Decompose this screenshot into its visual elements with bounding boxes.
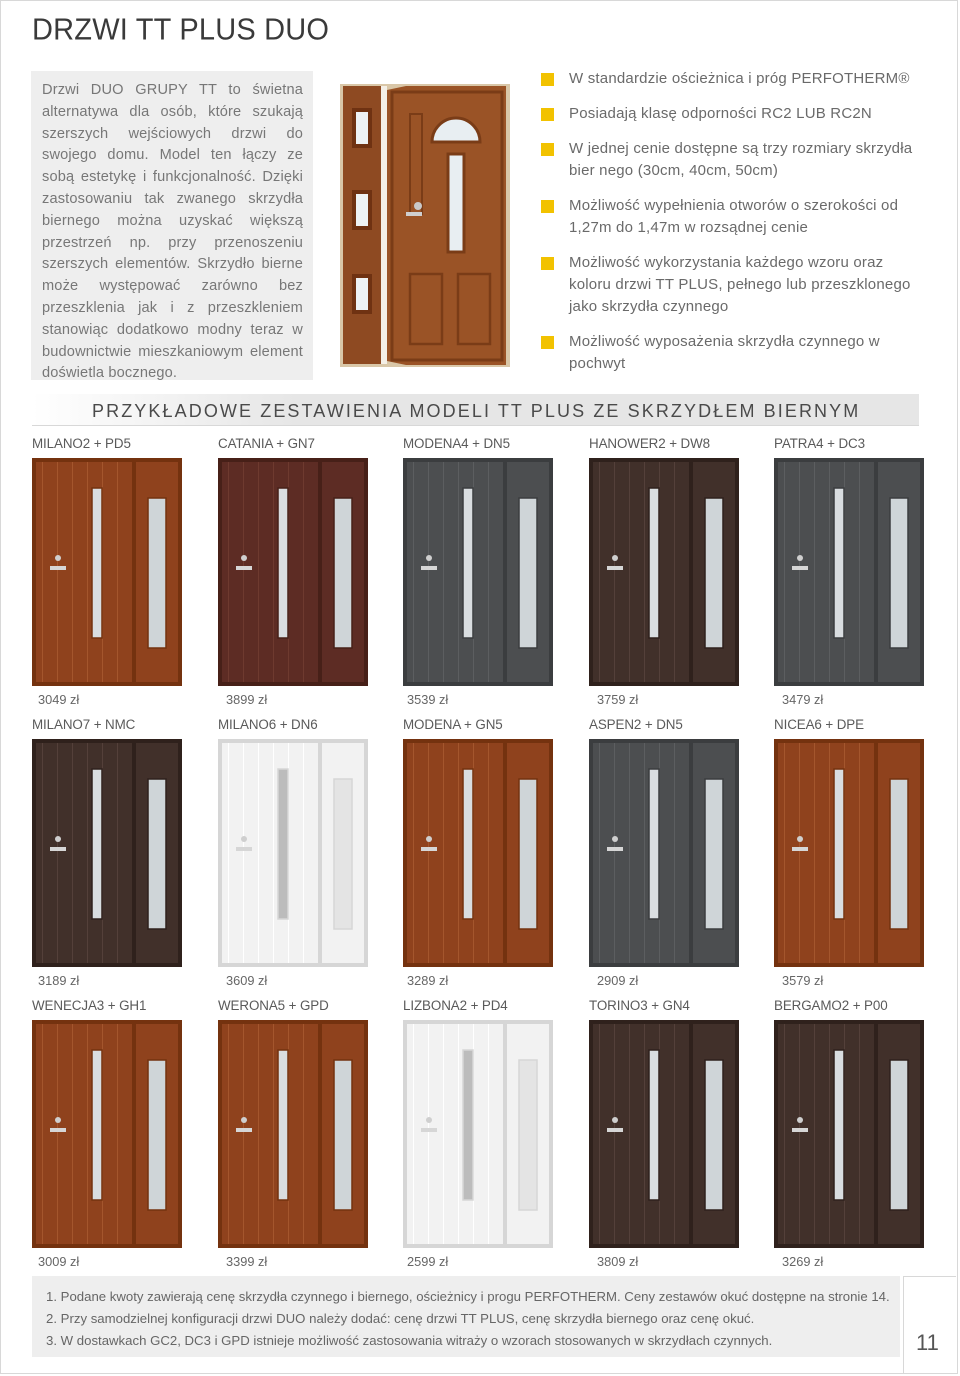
feature-list <box>541 68 923 388</box>
door-set-name: ASPEN2 + DN5 <box>589 717 683 732</box>
feature-text: W standardzie ościeżnica i próg PERFOTHERM® <box>569 70 910 87</box>
door-set-item <box>403 717 583 987</box>
page-title: DRZWI TT PLUS DUO <box>32 13 330 47</box>
bullet-square-icon <box>541 200 554 213</box>
feature-text: Możliwość wykorzystania każdego wzoru oraz koloru drzwi TT PLUS, pełnego lub przeszklonego jako skrzydła czynnego <box>569 254 911 315</box>
door-set-item <box>218 998 398 1268</box>
door-set-name: MODENA4 + DN5 <box>403 436 510 451</box>
door-set-item <box>32 436 212 706</box>
door-set-price: 3579 zł <box>782 973 824 988</box>
door-set-item <box>589 998 769 1268</box>
door-set-item <box>774 998 954 1268</box>
page-corner <box>903 1276 956 1374</box>
door-set-image <box>589 1020 739 1248</box>
door-set-name: MILANO7 + NMC <box>32 717 136 732</box>
door-set-image <box>403 1020 553 1248</box>
door-set-price: 3899 zł <box>226 692 268 707</box>
door-set-item <box>403 436 583 706</box>
door-set-item <box>589 436 769 706</box>
door-set-name: MODENA + GN5 <box>403 717 503 732</box>
door-set-price: 3479 zł <box>782 692 824 707</box>
door-set-price: 3189 zł <box>38 973 80 988</box>
door-set-item <box>32 998 212 1268</box>
door-set-image <box>774 739 924 967</box>
feature-text: Możliwość wypełnienia otworów o szerokości od 1,27m do 1,47m w rozsądnej cenie <box>569 197 899 236</box>
door-set-name: HANOWER2 + DW8 <box>589 436 710 451</box>
bullet-square-icon <box>541 257 554 270</box>
door-set-name: TORINO3 + GN4 <box>589 998 690 1013</box>
door-set-image <box>774 458 924 686</box>
door-set-price: 3539 zł <box>407 692 449 707</box>
door-set-image <box>218 739 368 967</box>
bullet-square-icon <box>541 108 554 121</box>
footnote: 3. W dostawkach GC2, DC3 i GPD istnieje możliwość zastosowania witraży o wzorach stosowanych w skrzydłach czynnych. <box>46 1333 773 1348</box>
door-set-item <box>218 436 398 706</box>
door-set-image <box>32 458 182 686</box>
door-set-image <box>774 1020 924 1248</box>
door-set-price: 3809 zł <box>597 1254 639 1269</box>
door-set-item <box>218 717 398 987</box>
door-set-price: 2909 zł <box>597 973 639 988</box>
door-set-item <box>774 717 954 987</box>
door-set-price: 2599 zł <box>407 1254 449 1269</box>
door-set-item <box>403 998 583 1268</box>
feature-item <box>541 138 923 182</box>
intro-box <box>31 71 313 380</box>
intro-text: Drzwi DUO GRUPY TT to świetna alternatywa dla osób, które szukają szerszych wejściowych drzwi do swojego domu. Model ten łączy ze sobą estetykę i funkcjonalność. Dzięki zastosowaniu tak zwanego skrzydła biernego można uzyskać większą przestrzeń np. przy przenoszeniu szerszych elementów. Skrzydło bierne może występować zarówno bez przeszklenia jak i z przeszkleniem stanowiąc dodatkowo modny teraz w budownictwie mieszkaniowym element doświetla bocznego. <box>42 82 303 382</box>
footnotes <box>32 1276 900 1357</box>
door-set-name: PATRA4 + DC3 <box>774 436 865 451</box>
bullet-square-icon <box>541 73 554 86</box>
door-set-price: 3289 zł <box>407 973 449 988</box>
feature-item <box>541 103 923 125</box>
footnote: 2. Przy samodzielnej konfiguracji drzwi DUO należy dodać: cenę drzwi TT PLUS, cenę skrzydła biernego oraz cenę okuć. <box>46 1311 755 1326</box>
feature-item <box>541 68 923 90</box>
door-set-image <box>32 1020 182 1248</box>
door-set-image <box>218 458 368 686</box>
door-set-name: LIZBONA2 + PD4 <box>403 998 508 1013</box>
feature-text: W jednej cenie dostępne są trzy rozmiary skrzydła bier nego (30cm, 40cm, 50cm) <box>569 140 913 179</box>
door-set-item <box>32 717 212 987</box>
page-number: 11 <box>916 1330 939 1355</box>
door-set-item <box>589 717 769 987</box>
door-set-name: WERONA5 + GPD <box>218 998 329 1013</box>
feature-text: Możliwość wyposażenia skrzydła czynnego w pochwyt <box>569 333 880 372</box>
door-set-image <box>403 458 553 686</box>
feature-text: Posiadają klasę odporności RC2 LUB RC2N <box>569 105 872 122</box>
door-set-name: NICEA6 + DPE <box>774 717 864 732</box>
door-set-image <box>589 739 739 967</box>
door-set-name: MILANO2 + PD5 <box>32 436 131 451</box>
door-set-item <box>774 436 954 706</box>
door-set-image <box>589 458 739 686</box>
section-title: PRZYKŁADOWE ZESTAWIENIA MODELI TT PLUS ZE SKRZYDŁEM BIERNYM <box>92 401 861 421</box>
door-set-name: BERGAMO2 + P00 <box>774 998 888 1013</box>
footnote: 1. Podane kwoty zawierają cenę skrzydła czynnego i biernego, ościeżnicy i progu PERFOTHERM. Ceny zestawów okuć dostępne na stronie 14. <box>46 1289 890 1304</box>
door-set-name: MILANO6 + DN6 <box>218 717 318 732</box>
hero-door-image <box>340 84 510 367</box>
door-set-price: 3609 zł <box>226 973 268 988</box>
bullet-square-icon <box>541 143 554 156</box>
door-set-price: 3759 zł <box>597 692 639 707</box>
door-set-price: 3049 zł <box>38 692 80 707</box>
bullet-square-icon <box>541 336 554 349</box>
door-set-name: WENECJA3 + GH1 <box>32 998 147 1013</box>
door-set-image <box>403 739 553 967</box>
door-set-name: CATANIA + GN7 <box>218 436 315 451</box>
feature-item <box>541 252 923 318</box>
feature-item <box>541 195 923 239</box>
door-set-price: 3399 zł <box>226 1254 268 1269</box>
feature-item <box>541 331 923 375</box>
door-set-price: 3009 zł <box>38 1254 80 1269</box>
door-set-price: 3269 zł <box>782 1254 824 1269</box>
door-set-image <box>32 739 182 967</box>
door-set-image <box>218 1020 368 1248</box>
